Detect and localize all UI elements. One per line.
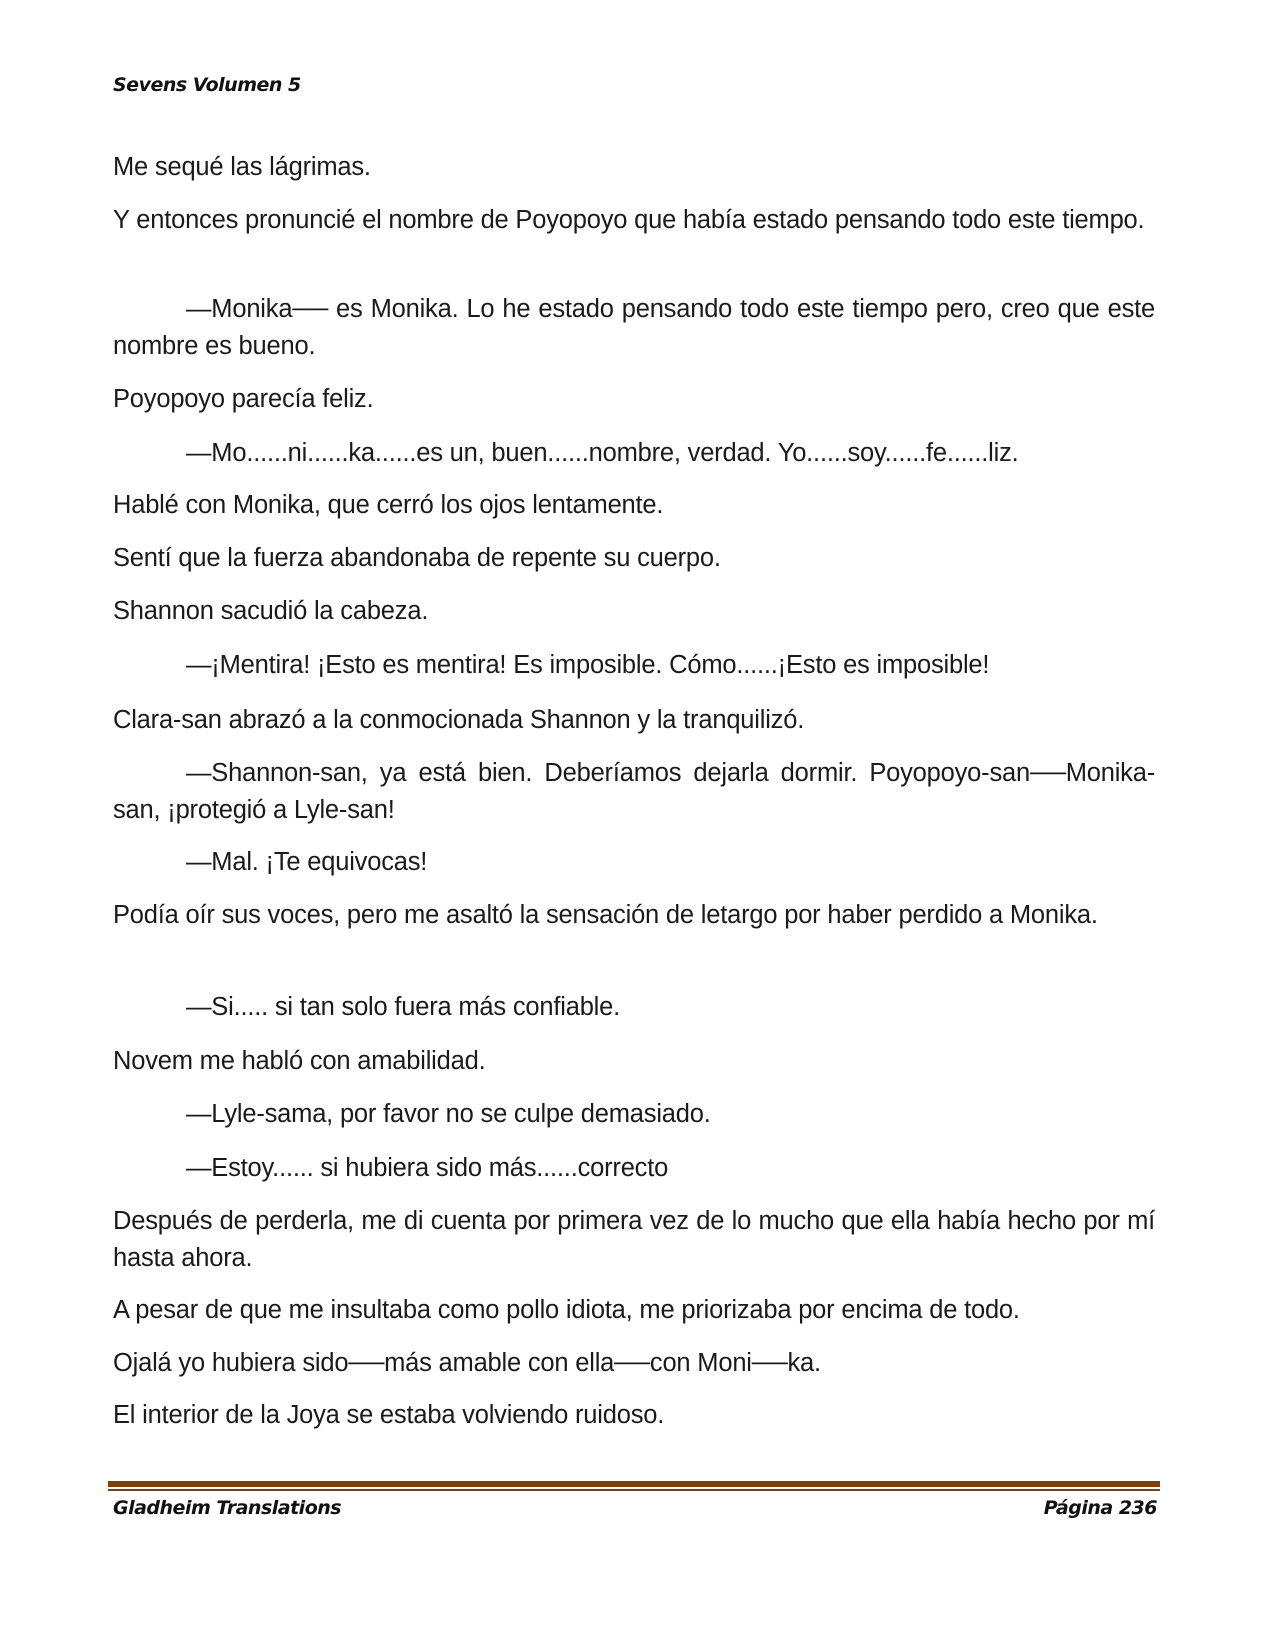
paragraph: Hablé con Monika, que cerró los ojos lentamente. (113, 491, 664, 519)
dialogue-paragraph: —Estoy...... si hubiera sido más......correcto (186, 1154, 669, 1182)
dialogue-paragraph: —Si..... si tan solo fuera más confiable. (186, 993, 621, 1021)
dialogue-paragraph: —Mal. ¡Te equivocas! (186, 848, 428, 876)
dialogue-paragraph: —Shannon-san, ya está bien. Deberíamos dejarla dormir. Poyopoyo-san──Monika-san, ¡protegió a Lyle-san! (113, 759, 1155, 824)
paragraph: Sentí que la fuerza abandonaba de repente su cuerpo. (113, 544, 721, 572)
dialogue-paragraph: —Monika── es Monika. Lo he estado pensando todo este tiempo pero, creo que este nombre es bueno. (113, 295, 1155, 360)
footer-rule-thin (108, 1489, 1160, 1491)
paragraph: Poyopoyo parecía feliz. (113, 385, 374, 413)
running-header: Sevens Volumen 5 (113, 74, 301, 96)
dialogue-paragraph: —¡Mentira! ¡Esto es mentira! Es imposible. Cómo......¡Esto es imposible! (186, 651, 990, 679)
paragraph: A pesar de que me insultaba como pollo idiota, me priorizaba por encima de todo. (113, 1296, 1020, 1324)
dialogue-paragraph: —Mo......ni......ka......es un, buen......nombre, verdad. Yo......soy......fe......liz. (186, 439, 1019, 467)
paragraph: Me sequé las lágrimas. (113, 153, 371, 181)
footer-rule-thick (108, 1481, 1160, 1487)
paragraph: Clara-san abrazó a la conmocionada Shannon y la tranquilizó. (113, 706, 805, 734)
paragraph: Ojalá yo hubiera sido──más amable con ella──con Moni──ka. (113, 1349, 821, 1377)
paragraph: Novem me habló con amabilidad. (113, 1047, 486, 1075)
dialogue-paragraph: —Lyle-sama, por favor no se culpe demasiado. (186, 1100, 711, 1128)
footer-publisher: Gladheim Translations (113, 1497, 342, 1519)
paragraph: Shannon sacudió la cabeza. (113, 597, 429, 625)
paragraph: El interior de la Joya se estaba volviendo ruidoso. (113, 1401, 665, 1429)
paragraph: Podía oír sus voces, pero me asaltó la sensación de letargo por haber perdido a Monika. (113, 901, 1098, 929)
paragraph: Y entonces pronuncié el nombre de Poyopoyo que había estado pensando todo este tiempo. (113, 206, 1145, 234)
paragraph: Después de perderla, me di cuenta por primera vez de lo mucho que ella había hecho por mí hasta ahora. (113, 1207, 1155, 1272)
page-number: Página 236 (1043, 1497, 1157, 1519)
